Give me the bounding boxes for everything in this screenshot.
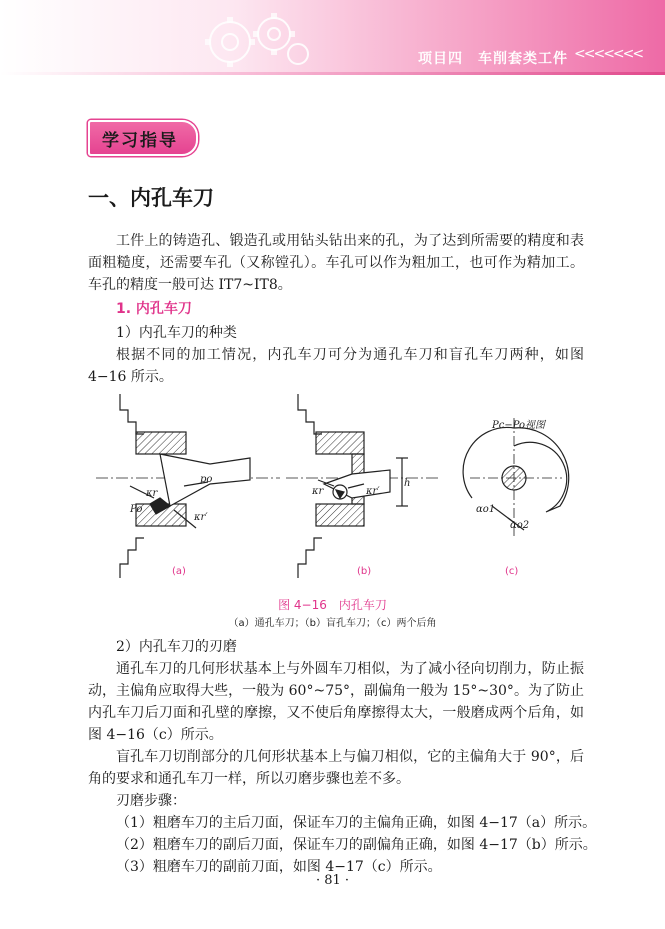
figure-subcaption: （a）通孔车刀；（b）盲孔车刀；（c）两个后角 [228,618,437,629]
label-alpha-o2: αo2 [510,520,530,531]
chevrons-icon: <<<<<<< [574,46,643,62]
sharpening-paragraph-2: 盲孔车刀切削部分的几何形状基本上与偏刀相似，它的主偏角大于 90°，后角的要求和通孔车刀一样，所以刃磨步骤也差不多。 [88,749,584,787]
label-kr-prime-b: κr′ [366,486,380,497]
section-tag-label: 学习指导 [102,131,178,151]
types-paragraph: 根据不同的加工情况，内孔车刀可分为通孔车刀和盲孔车刀两种，如图 4−16 所示。 [88,347,584,385]
sharpening-paragraph-1: 通孔车刀的几何形状基本上与外圆车刀相似，为了减小径向切削力，防止振动，主偏角应取得大些，一般为 60°~75°，副偏角一般为 15°~30°。为了防止内孔车刀后刀面和孔壁的摩擦，又不使后角摩擦得太大，一般磨成两个后角，如图 4−16（c）所示。 [88,661,584,743]
label-po-a: Po [130,504,143,515]
gear-decoration-icon [190,4,320,70]
page-heading: 一、内孔车刀 [88,185,214,210]
header-title: 项目四 车削套类工件 [418,51,568,67]
section-tag [88,120,198,156]
label-alpha-o1: αo1 [476,504,496,515]
subsection-title: 1. 内孔车刀 [116,301,192,317]
label-pc-po: Pc−Po视图 [492,420,546,431]
figure-tag-a: (a) [172,566,186,577]
intro-paragraph: 工件上的铸造孔、锻造孔或用钻头钻出来的孔，为了达到所需要的精度和表面粗糙度，还需要车孔（又称镗孔）。车孔可以作为粗加工，也可作为精加工。车孔的精度一般可达 IT7~IT8。 [88,233,584,293]
step-1: （1）粗磨车刀的主后刀面，保证车刀的主偏角正确，如图 4−17（a）所示。 [116,815,597,831]
step-2: （2）粗磨车刀的副后刀面，保证车刀的副偏角正确，如图 4−17（b）所示。 [116,837,597,853]
figure-b-blind-hole-tool [286,394,440,578]
step-3: （3）粗磨车刀的副前刀面，如图 4−17（c）所示。 [116,859,442,875]
figure-tag-c: (c) [505,566,519,577]
figure-a-through-hole-tool [96,394,280,578]
header-rule [0,72,665,75]
figure-tag-b: (b) [357,566,372,577]
label-dim-h: h [404,478,411,489]
label-kr-prime-a: κr′ [194,512,208,523]
figure-caption: 图 4−16 内孔车刀 [278,598,387,612]
label-kr-b: κr [312,486,324,497]
page-number: · 81 · [315,873,350,888]
label-kr-a: κr [146,488,158,499]
figure-4-16 [90,388,580,588]
list-item-types: 1）内孔车刀的种类 [116,325,237,341]
list-item-sharpening: 2）内孔车刀的刃磨 [116,639,237,655]
steps-label: 刃磨步骤： [116,793,186,809]
label-po-lower-a: po [200,474,213,485]
